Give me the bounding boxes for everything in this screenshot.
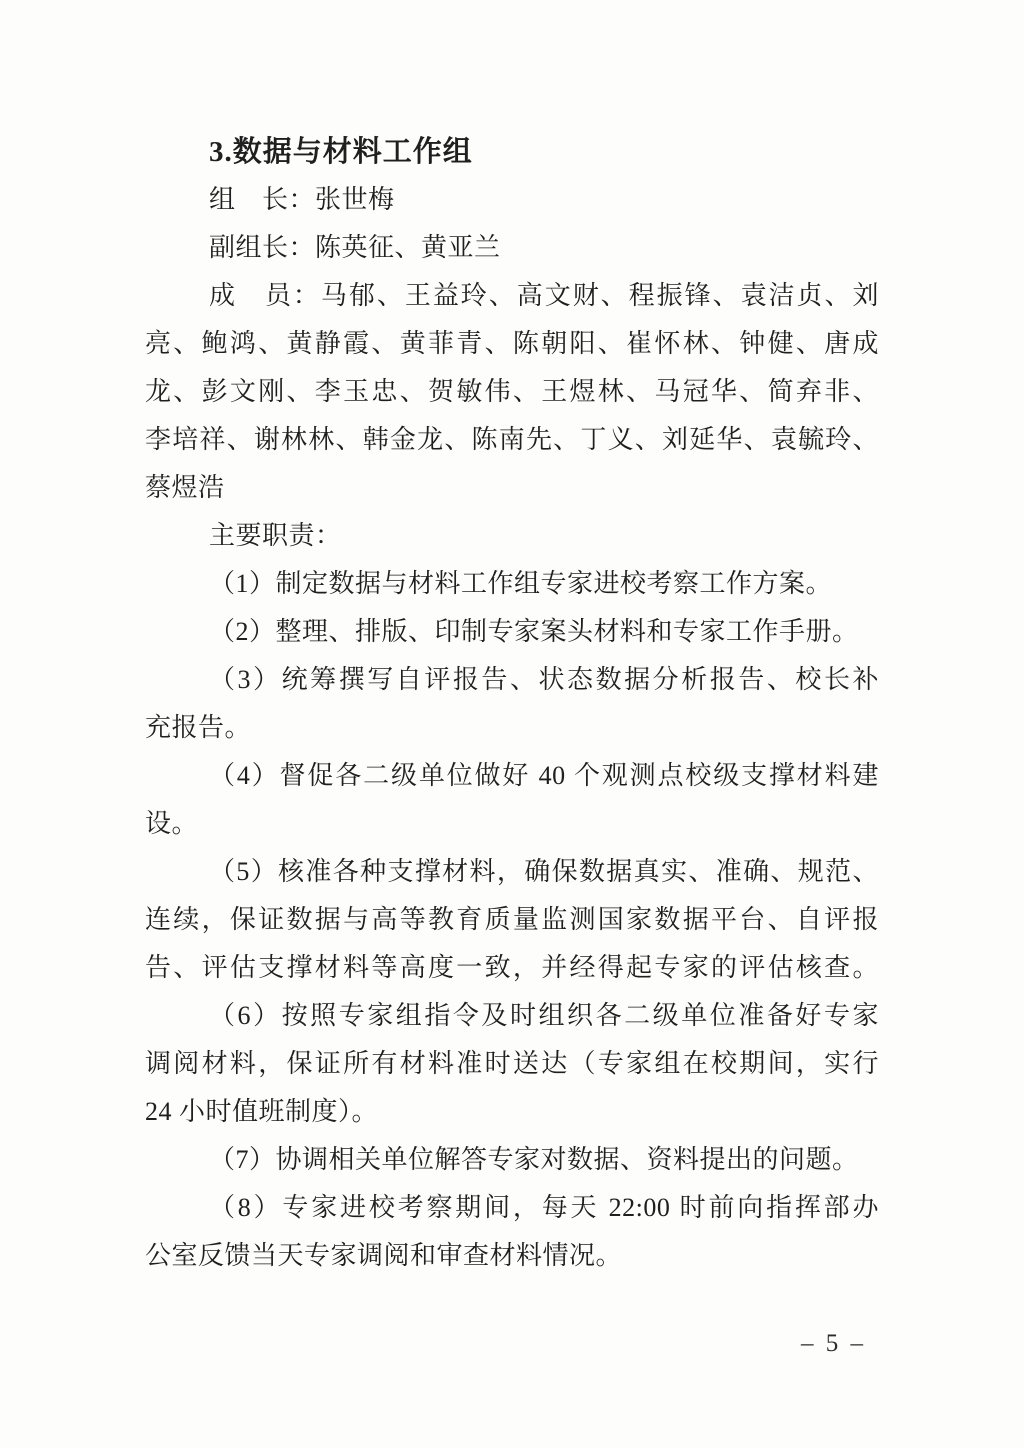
body-line: 亮、鲍鸿、黄静霞、黄菲青、陈朝阳、崔怀林、钟健、唐成 (145, 329, 879, 358)
body-line: 充报告。 (145, 713, 252, 742)
body-line: （5）核准各种支撑材料，确保数据真实、准确、规范、 (209, 857, 879, 886)
body-line: 李培祥、谢林林、韩金龙、陈南先、丁义、刘延华、袁毓玲、 (145, 425, 879, 454)
section-heading: 3.数据与材料工作组 (209, 136, 473, 168)
page-number: – 5 – (801, 1330, 866, 1357)
body-line: 告、评估支撑材料等高度一致，并经得起专家的评估核查。 (145, 953, 879, 982)
document-content (145, 128, 879, 1280)
document-body (145, 176, 879, 1280)
body-line: 设。 (145, 809, 199, 838)
body-line: 副组长：陈英征、黄亚兰 (209, 233, 501, 262)
body-line: 公室反馈当天专家调阅和审查材料情况。 (145, 1241, 623, 1270)
body-line: （4）督促各二级单位做好 40 个观测点校级支撑材料建 (209, 761, 879, 790)
body-line: 龙、彭文刚、李玉忠、贺敏伟、王煜林、马冠华、简弃非、 (145, 377, 879, 406)
body-line: 组 长：张世梅 (209, 185, 395, 214)
body-line: （8）专家进校考察期间，每天 22:00 时前向指挥部办 (209, 1193, 879, 1222)
body-line: （6）按照专家组指令及时组织各二级单位准备好专家 (209, 1001, 879, 1030)
body-line: 连续，保证数据与高等教育质量监测国家数据平台、自评报 (145, 905, 879, 934)
body-line: 成 员：马郁、王益玲、高文财、程振锋、袁洁贞、刘 (209, 281, 879, 310)
body-line: （2）整理、排版、印制专家案头材料和专家工作手册。 (209, 617, 859, 646)
body-line: （7）协调相关单位解答专家对数据、资料提出的问题。 (209, 1145, 859, 1174)
body-line: 调阅材料，保证所有材料准时送达（专家组在校期间，实行 (145, 1049, 879, 1078)
body-line: （3）统筹撰写自评报告、状态数据分析报告、校长补 (209, 665, 879, 694)
body-line: （1）制定数据与材料工作组专家进校考察工作方案。 (209, 569, 833, 598)
body-line: 24 小时值班制度）。 (145, 1097, 379, 1126)
body-line: 主要职责： (209, 521, 342, 550)
body-line: 蔡煜浩 (145, 473, 225, 502)
